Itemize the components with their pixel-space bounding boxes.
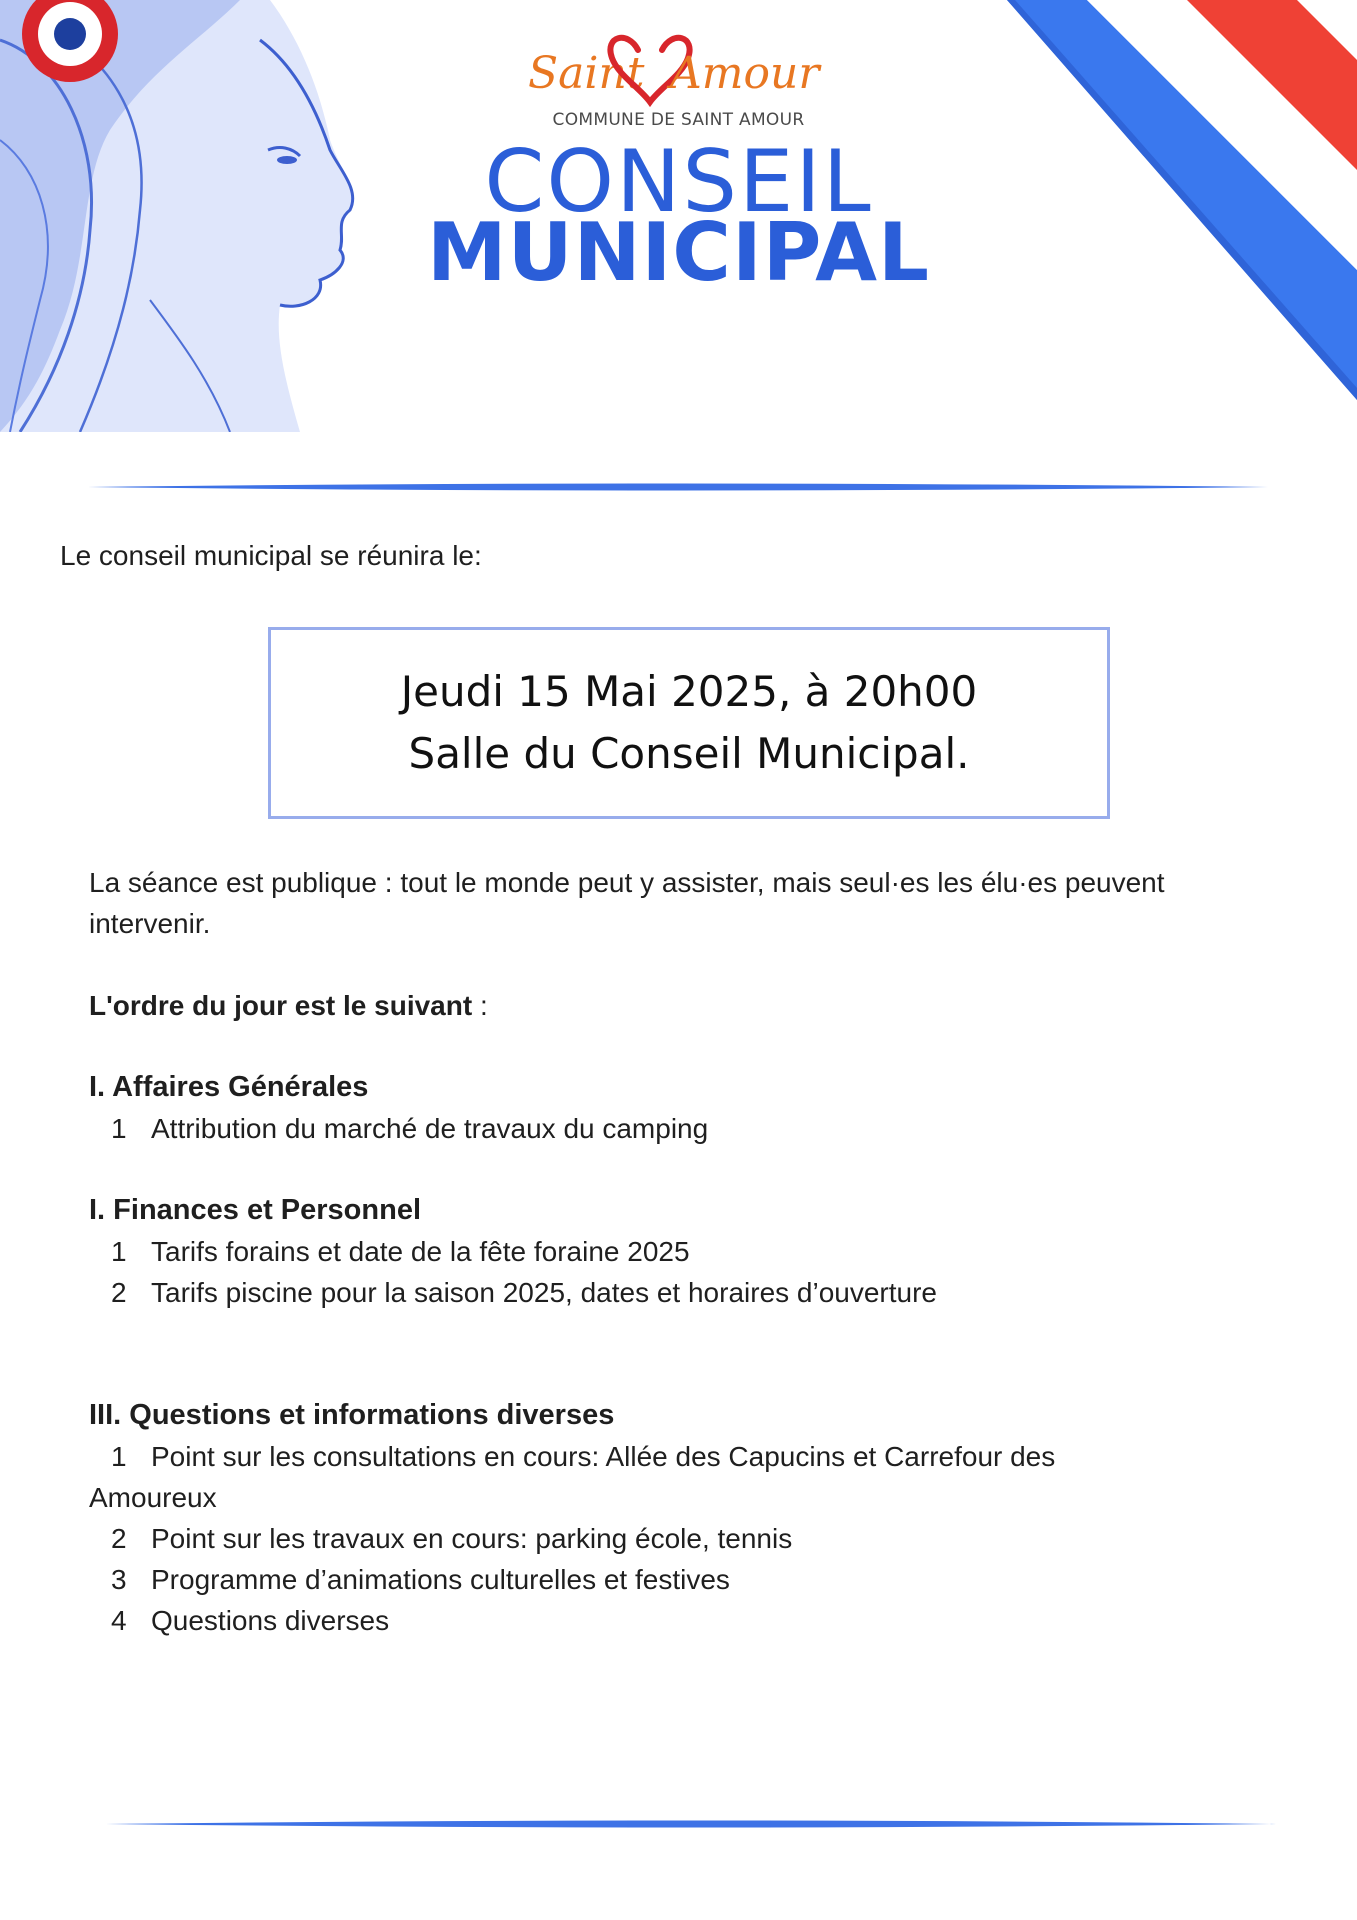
item-number: 1 <box>111 1236 127 1267</box>
item-text: Point sur les travaux en cours: parking école, tennis <box>151 1523 793 1554</box>
item-text: Tarifs piscine pour la saison 2025, dates et horaires d’ouverture <box>151 1277 937 1308</box>
top-divider <box>88 480 1268 494</box>
section-title: I. Affaires Générales <box>89 1071 369 1103</box>
bottom-divider <box>106 1817 1276 1831</box>
list-item <box>89 1231 1289 1272</box>
meeting-date-time: Jeudi 15 Mai 2025, à 20h00 <box>400 667 978 716</box>
meeting-location: Salle du Conseil Municipal. <box>408 729 970 778</box>
list-item <box>89 1600 1289 1641</box>
intro-text: Le conseil municipal se réunira le: <box>60 540 482 571</box>
section-title: I. Finances et Personnel <box>89 1194 421 1226</box>
item-number: 3 <box>111 1564 127 1595</box>
list-item <box>89 1518 1289 1559</box>
list-item <box>89 1108 1289 1149</box>
list-item <box>89 1272 1289 1313</box>
agenda-content <box>89 862 1289 1641</box>
item-text: Attribution du marché de travaux du camping <box>151 1113 709 1144</box>
item-number: 4 <box>111 1605 127 1636</box>
saint-amour-logo <box>520 20 830 112</box>
item-text: Tarifs forains et date de la fête foraine 2025 <box>151 1236 690 1267</box>
list-item-continuation: Amoureux <box>89 1482 217 1513</box>
item-number: 1 <box>111 1441 127 1472</box>
agenda-intro-bold: L'ordre du jour est le suivant <box>89 990 473 1021</box>
list-item <box>89 1436 1289 1477</box>
notice-line: intervenir. <box>89 908 211 939</box>
svg-text:Saint: Saint <box>528 48 645 99</box>
item-number: 1 <box>111 1113 127 1144</box>
item-number: 2 <box>111 1523 127 1554</box>
svg-text:Amour: Amour <box>670 48 820 99</box>
item-text: Point sur les consultations en cours: Allée des Capucins et Carrefour des <box>151 1441 1056 1472</box>
meeting-box <box>268 627 1110 819</box>
agenda-intro-suffix: : <box>472 990 488 1021</box>
item-number: 2 <box>111 1277 127 1308</box>
commune-name: COMMUNE DE SAINT AMOUR <box>552 110 805 130</box>
item-text: Questions diverses <box>151 1605 390 1636</box>
notice-line: La séance est publique : tout le monde peut y assister, mais seul·es les élu·es peuvent <box>89 867 1165 898</box>
item-text: Programme d’animations culturelles et festives <box>151 1564 730 1595</box>
title-municipal: MUNICIPAL <box>427 206 930 299</box>
list-item <box>89 1559 1289 1600</box>
agenda-intro <box>89 985 1289 1026</box>
section-title: III. Questions et informations diverses <box>89 1399 615 1431</box>
title-conseil: CONSEIL <box>484 132 873 232</box>
